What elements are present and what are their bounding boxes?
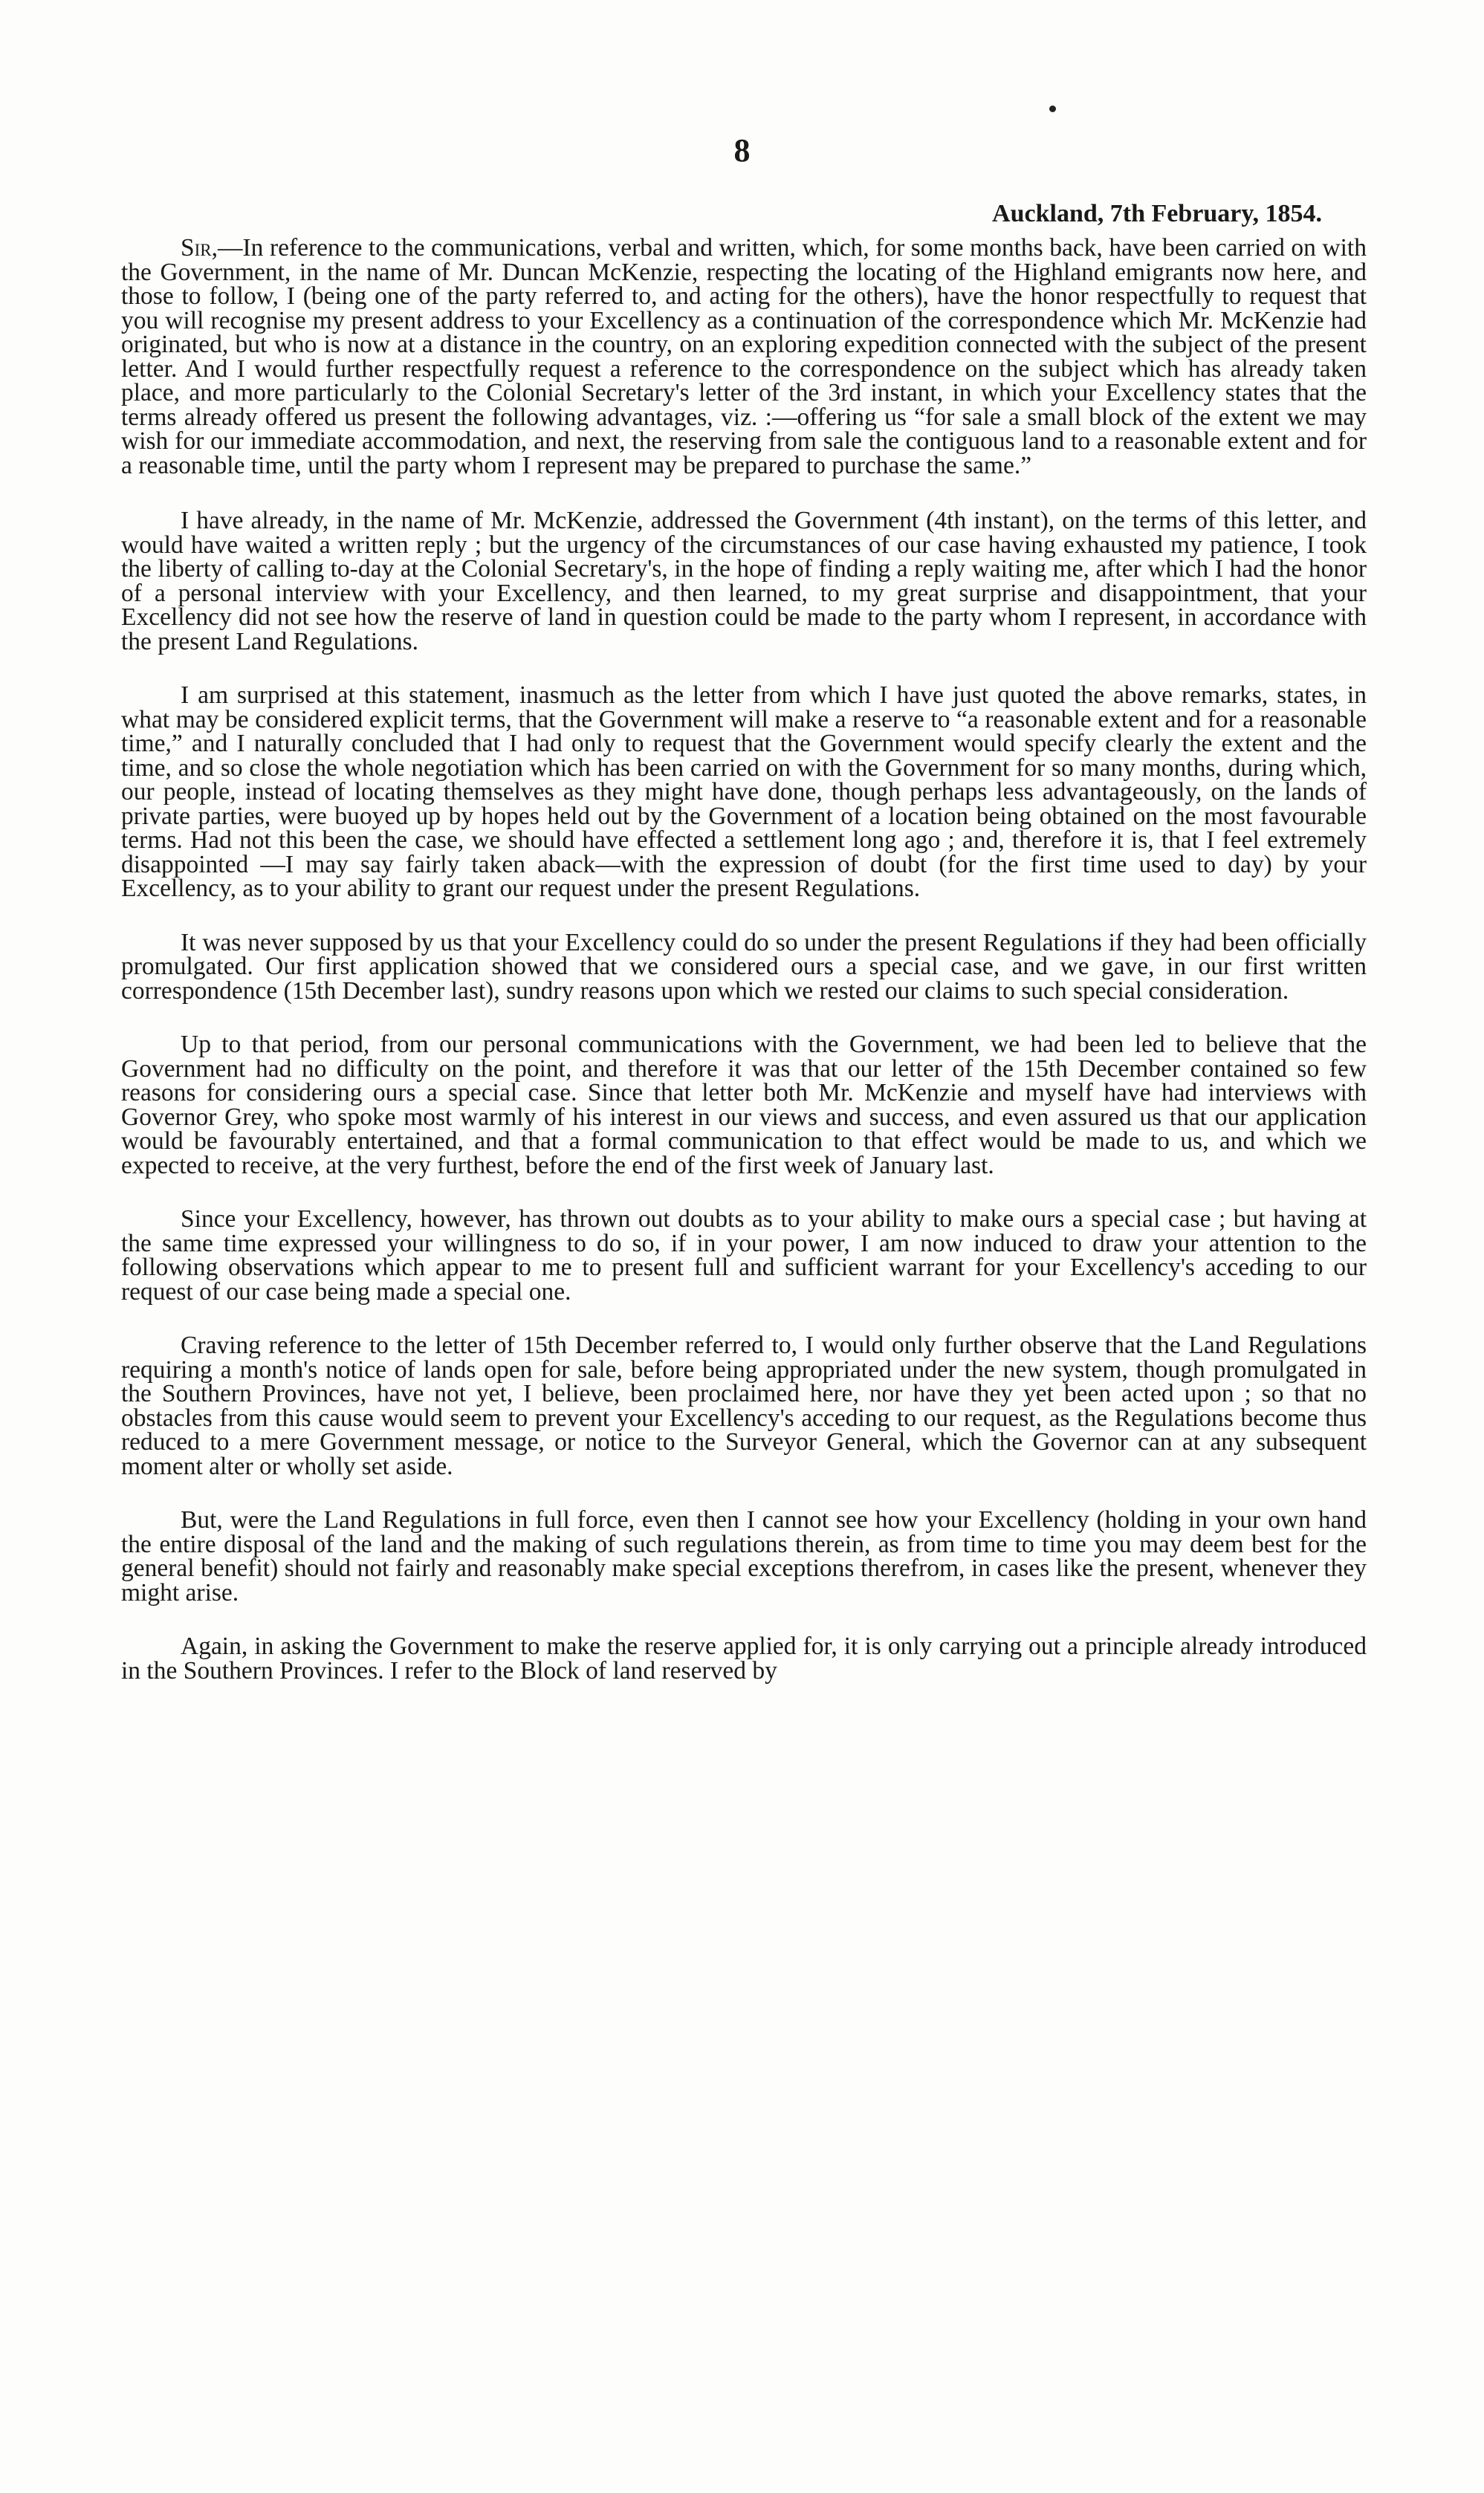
page-number: 8 [733,132,751,169]
paragraph-9: Again, in asking the Government to make the reserve applied for, it is only carrying out a principle already introduced in the Southern Provinces. I refer to the Block of land reserved by [121,1633,1367,1685]
paragraph-6: Since your Excellency, however, has thrown out doubts as to your ability to make ours a special case ; but having at the same time expressed your willingness to do so, if in your power, I am now induced to draw your attention to the following observations which appear to me to present full and sufficient warrant for your Excellency's acceding to our request of our case being made a special one. [121,1205,1367,1306]
paragraph-3: I am surprised at this statement, inasmuch as the letter from which I have just quoted the above remarks, states, in what may be considered explicit terms, that the Government will make a reserve to “a reasonable extent and for a reasonable time,” and I naturally concluded that I had only to request that the Government would specify clearly the extent and the time, and so close the whole negotiation which has been carried on with the Government for so many months, during which, our people, instead of locating themselves as they might have done, though perhaps less advantageously, on the lands of private parties, were buoyed up by hopes held out by the Government of a location being obtained on the most favourable terms. Had not this been the case, we should have effected a settlement long ago ; and, therefore it is, that I feel extremely disappointed —I may say fairly taken aback—with the expression of doubt (for the first time used to day) by your Excellency, as to your ability to grant our request under the present Regulations. [121,681,1367,902]
dateline: Auckland, 7th February, 1854. [992,200,1322,227]
paragraph-1-text: —In reference to the communications, verbal and written, which, for some months back, have been carried on with the Government, in the name of Mr. Duncan McKenzie, respecting the locating of the Highland emigrants now here, and those to follow, I (being one of the party referred to, and acting for the others), have the honor respectfully to request that you will recognise my present address to your Excellency as a continuation of the correspondence which Mr. McKenzie had originated, but who is now at a distance in the country, on an exploring expedition connected with the subject of the present letter. And I would further respectfully request a reference to the correspondence on the subject which has already taken place, and more particularly to the Colonial Secretary's letter of the 3rd instant, in which your Excellency states that the terms already offered us present the following advantages, viz. :—offering us “for sale a small block of the extent we may wish for our immediate accommodation, and next, the reserving from sale the contiguous land to a reasonable extent and for a reasonable time, until the party whom I represent may be prepared to purchase the same.” [121,234,1367,479]
paragraph-8: But, were the Land Regulations in full force, even then I cannot see how your Excellency (holding in your own hand the entire disposal of the land and the making of such regulations therein, as from time to time you may deem best for the general benefit) should not fairly and reasonably make special exceptions therefrom, in cases like the present, whenever they might arise. [121,1506,1367,1607]
paragraph-7: Craving reference to the letter of 15th December referred to, I would only further observe that the Land Regulations requiring a month's notice of lands open for sale, before being appropriated under the new system, though promulgated in the Southern Provinces, have not yet, I believe, been proclaimed here, nor have they yet been acted upon ; so that no obstacles from this cause would seem to prevent your Excellency's acceding to our request, as the Regulations become thus reduced to a mere Government message, or notice to the Surveyor General, which the Governor can at any subsequent moment alter or wholly set aside. [121,1332,1367,1480]
paragraph-2: I have already, in the name of Mr. McKenzie, addressed the Government (4th instant), on the terms of this letter, and would have waited a written reply ; but the urgency of the circumstances of our case having exhausted my patience, I took the liberty of calling to-day at the Colonial Secretary's, in the hope of finding a reply waiting me, after which I had the honor of a personal interview with your Excellency, and then learned, to my great surprise and disappointment, that your Excellency did not see how the reserve of land in question could be made to the party whom I represent, in accordance with the present Land Regulations. [121,507,1367,655]
letter-body [121,236,1367,1713]
paragraph-5: Up to that period, from our personal communications with the Government, we had been led to believe that the Government had no difficulty on the point, and therefore it was that our letter of the 15th December contained so few reasons for considering ours a special case. Since that letter both Mr. McKenzie and myself have had interviews with Governor Grey, who spoke most warmly of his interest in our views and success, and even assured us that our application would be favourably entertained, and that a formal communication to that effect would be made to us, and which we expected to receive, at the very furthest, before the end of the first week of January last. [121,1031,1367,1179]
ink-dot-mark [1049,106,1056,112]
paragraph-4: It was never supposed by us that your Excellency could do so under the present Regulations if they had been officially promulgated. Our first application showed that we considered ours a special case, and we gave, in our first written correspondence (15th December last), sundry reasons upon which we rested our claims to such special consideration. [121,928,1367,1005]
paragraph-1 [121,236,1367,478]
salutation: Sir, [181,234,218,262]
